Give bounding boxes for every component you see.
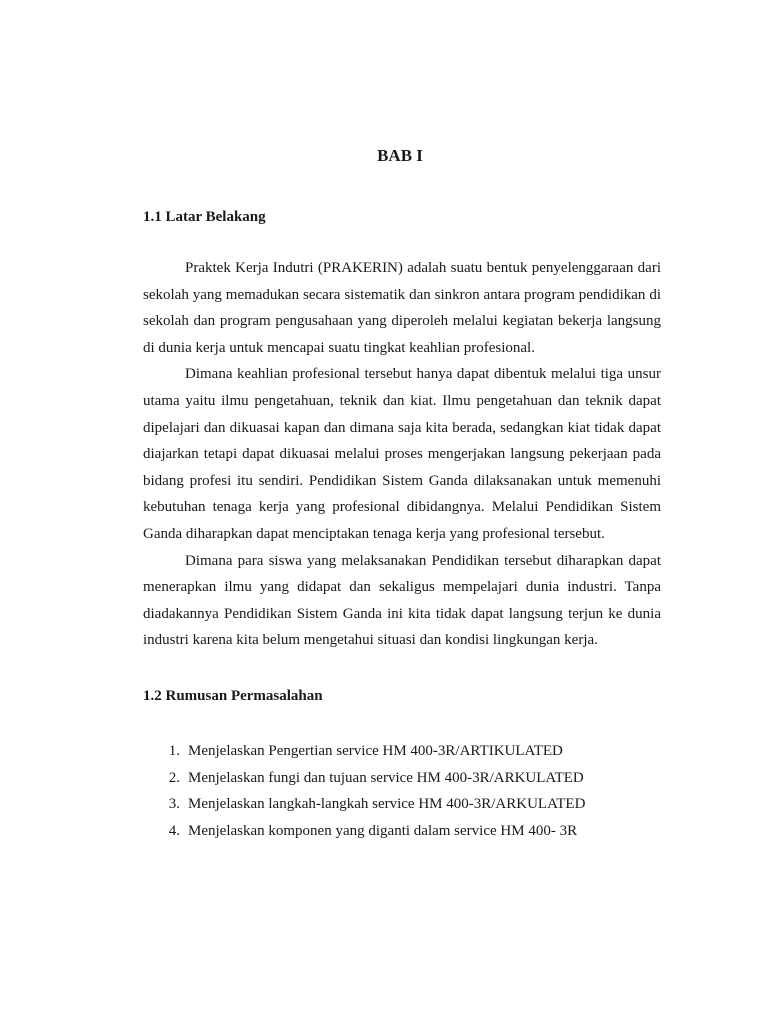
paragraph: Dimana keahlian profesional tersebut hanya dapat dibentuk melalui tiga unsur utama yaitu ilmu pengetahuan, teknik dan kiat. Ilmu pengetahuan dan teknik dapat dipelajari dan dikuasai kapan dan dimana saja kita berada, sedangkan kiat tidak dapat diajarkan tetapi dapat dikuasai melalui proses mengerjakan langsung pekerjaan pada bidang profesi itu sendiri. Pendidikan Sistem Ganda dilaksanakan untuk memenuhi kebutuhan tenaga kerja yang profesional dibidangnya. Melalui Pendidikan Sistem Ganda diharapkan dapat menciptakan tenaga kerja yang profesional tersebut. [143, 366, 661, 542]
paragraph: Praktek Kerja Indutri (PRAKERIN) adalah suatu bentuk penyelenggaraan dari sekolah yang memadukan secara sistematik dan sinkron antara program pendidikan di sekolah dan program pengusahaan yang diperoleh melalui kegiatan bekerja langsung di dunia kerja untuk mencapai suatu tingkat keahlian profesional. [143, 260, 661, 356]
list-item-text: Menjelaskan fungi dan tujuan service HM 400-3R/ARKULATED [188, 769, 584, 786]
list-item-number: 4. [168, 822, 180, 839]
list-item-text: Menjelaskan langkah-langkah service HM 400-3R/ARKULATED [188, 796, 586, 813]
chapter-title: BAB I [377, 146, 423, 165]
list-item-text: Menjelaskan komponen yang diganti dalam service HM 400- 3R [188, 822, 578, 839]
list-item-text: Menjelaskan Pengertian service HM 400-3R/ARTIKULATED [188, 743, 563, 759]
list-item-number: 3. [168, 796, 180, 813]
list-item-number: 1. [168, 743, 180, 759]
list-item [143, 818, 661, 845]
list-item [143, 738, 661, 765]
list-item [143, 791, 661, 818]
problem-list [143, 738, 661, 844]
list-item [143, 765, 661, 792]
section-heading-rumusan-permasalahan: 1.2 Rumusan Permasalahan [143, 688, 323, 704]
paragraph: Dimana para siswa yang melaksanakan Pendidikan tersebut diharapkan dapat menerapkan ilmu yang didapat dan sekaligus mempelajari dunia industri. Tanpa diadakannya Pendidikan Sistem Ganda ini kita tidak dapat langsung terjun ke dunia industri karena kita belum mengetahui situasi dan kondisi lingkungan kerja. [143, 552, 661, 649]
background-body [143, 255, 661, 654]
list-item-number: 2. [168, 769, 180, 786]
section-heading-latar-belakang: 1.1 Latar Belakang [143, 209, 266, 225]
